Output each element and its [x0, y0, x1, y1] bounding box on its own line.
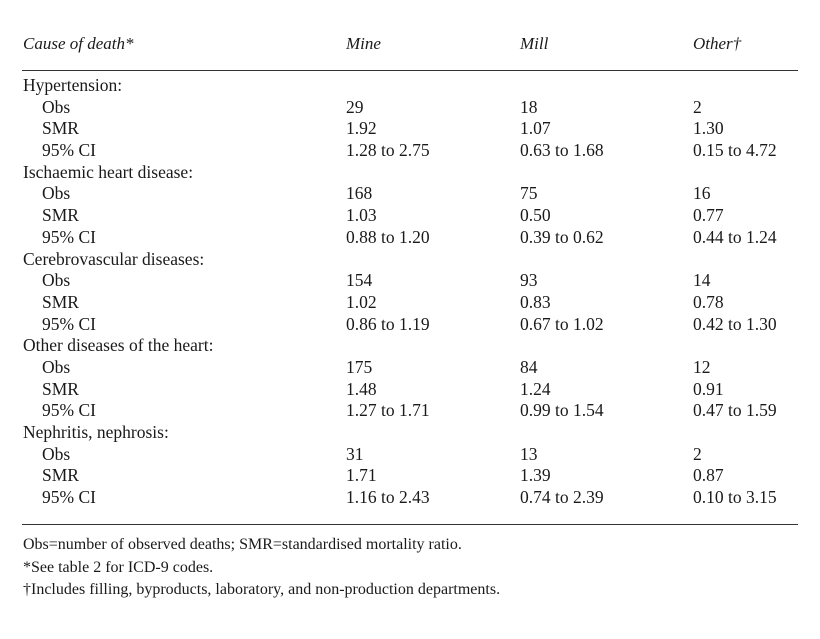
row-label: 95% CI — [42, 313, 96, 334]
table-row — [0, 183, 820, 205]
table-row — [0, 140, 820, 162]
table-cell: 0.74 to 2.39 — [520, 487, 604, 508]
table-cell: 0.50 — [520, 205, 551, 226]
table-cell: 1.30 — [693, 118, 724, 139]
table-cell: 1.24 — [520, 378, 551, 399]
section-title: Ischaemic heart disease: — [23, 161, 194, 182]
row-label: 95% CI — [42, 226, 96, 247]
table-cell: 2 — [693, 443, 702, 464]
table-cell: 93 — [520, 270, 538, 291]
table-cell: 1.39 — [520, 465, 551, 486]
table-cell: 13 — [520, 443, 538, 464]
table-cell: 0.15 to 4.72 — [693, 140, 777, 161]
table-cell: 31 — [346, 443, 364, 464]
table-row — [0, 227, 820, 249]
table-cell: 16 — [693, 183, 711, 204]
table-cell: 1.48 — [346, 378, 377, 399]
row-label: SMR — [42, 378, 79, 399]
table-cell: 1.27 to 1.71 — [346, 400, 430, 421]
table-cell: 84 — [520, 356, 538, 377]
table-cell: 0.39 to 0.62 — [520, 226, 604, 247]
table-cell: 0.67 to 1.02 — [520, 313, 604, 334]
table-cell: 18 — [520, 96, 538, 117]
table-cell: 1.16 to 2.43 — [346, 487, 430, 508]
table-cell: 0.63 to 1.68 — [520, 140, 604, 161]
table-cell: 0.77 — [693, 205, 724, 226]
table-cell: 0.78 — [693, 291, 724, 312]
row-label: 95% CI — [42, 140, 96, 161]
table-body — [0, 75, 820, 509]
footer-divider — [22, 524, 798, 525]
footnote: †Includes filling, byproducts, laboratory, and non-production departments. — [23, 581, 501, 598]
table-row — [0, 400, 820, 422]
table-cell: 154 — [346, 270, 373, 291]
row-label: 95% CI — [42, 487, 96, 508]
row-label: SMR — [42, 291, 79, 312]
table-row — [0, 465, 820, 487]
table-row — [0, 97, 820, 119]
table-cell: 1.07 — [520, 118, 551, 139]
table-row — [0, 118, 820, 140]
table-row — [0, 314, 820, 336]
table-row — [0, 205, 820, 227]
table-row — [0, 270, 820, 292]
table-cell: 29 — [346, 96, 364, 117]
table-row — [0, 379, 820, 401]
table-cell: 1.02 — [346, 291, 377, 312]
table-cell: 0.10 to 3.15 — [693, 487, 777, 508]
table-cell: 14 — [693, 270, 711, 291]
table-cell: 0.47 to 1.59 — [693, 400, 777, 421]
row-label: Obs — [42, 270, 71, 291]
header-other: Other† — [693, 34, 742, 53]
row-label: Obs — [42, 96, 71, 117]
table-cell: 168 — [346, 183, 373, 204]
table-cell: 2 — [693, 96, 702, 117]
table-cell: 175 — [346, 356, 373, 377]
footnote: Obs=number of observed deaths; SMR=standardised mortality ratio. — [23, 536, 462, 553]
table-cell: 0.91 — [693, 378, 724, 399]
header-divider — [22, 70, 798, 71]
table-row — [0, 444, 820, 466]
section-row — [0, 335, 820, 357]
row-label: 95% CI — [42, 400, 96, 421]
table-cell: 0.44 to 1.24 — [693, 226, 777, 247]
footnotes — [23, 534, 500, 602]
table-row — [0, 292, 820, 314]
section-title: Nephritis, nephrosis: — [23, 422, 169, 442]
header-mine: Mine — [346, 34, 381, 53]
section-row — [0, 75, 820, 97]
table-cell: 75 — [520, 183, 538, 204]
table-row — [0, 357, 820, 379]
footnote: *See table 2 for ICD-9 codes. — [23, 558, 214, 576]
section-row — [0, 249, 820, 271]
table-cell: 1.71 — [346, 465, 377, 486]
table-cell: 12 — [693, 356, 711, 377]
section-title: Other diseases of the heart: — [23, 335, 214, 356]
table-cell: 0.42 to 1.30 — [693, 313, 777, 334]
section-title: Cerebrovascular diseases: — [23, 248, 205, 269]
header-mill: Mill — [520, 34, 549, 53]
table-header-row — [0, 34, 820, 62]
section-title: Hypertension: — [23, 75, 123, 95]
table-row — [0, 487, 820, 509]
row-label: SMR — [42, 465, 79, 486]
row-label: SMR — [42, 118, 79, 139]
row-label: Obs — [42, 443, 71, 464]
table-cell: 0.99 to 1.54 — [520, 400, 604, 421]
table-cell: 0.86 to 1.19 — [346, 313, 430, 334]
row-label: Obs — [42, 183, 71, 204]
section-row — [0, 162, 820, 184]
table-cell: 0.88 to 1.20 — [346, 226, 430, 247]
section-row — [0, 422, 820, 444]
table-cell: 1.03 — [346, 205, 377, 226]
table-cell: 1.92 — [346, 118, 377, 139]
table-cell: 0.83 — [520, 291, 551, 312]
header-cause-of-death: Cause of death* — [23, 34, 134, 53]
row-label: SMR — [42, 205, 79, 226]
table-cell: 1.28 to 2.75 — [346, 140, 430, 161]
row-label: Obs — [42, 356, 71, 377]
table-cell: 0.87 — [693, 465, 724, 486]
